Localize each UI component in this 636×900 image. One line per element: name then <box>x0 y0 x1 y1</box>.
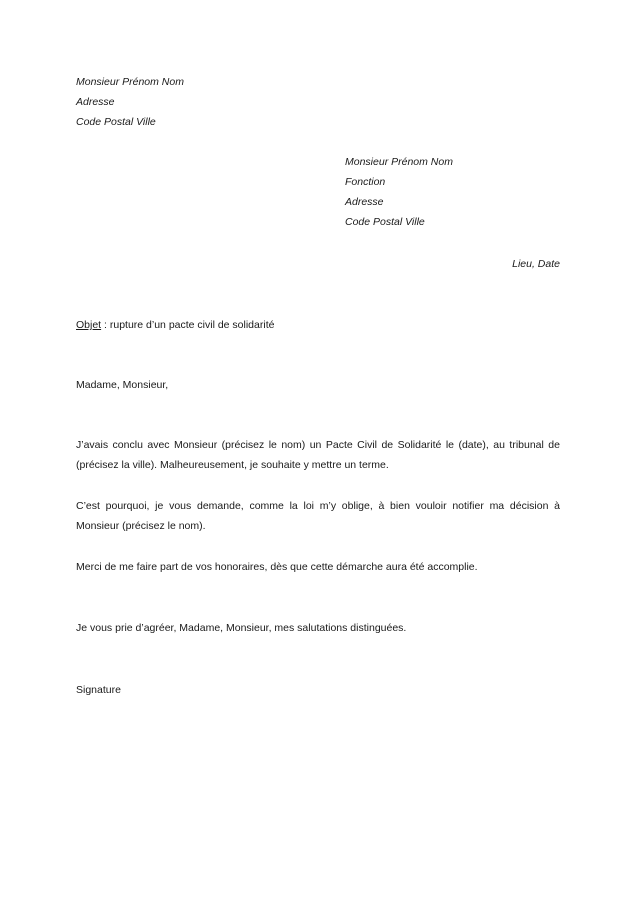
place-date: Lieu, Date <box>512 258 560 270</box>
recipient-role: Fonction <box>345 176 386 188</box>
sender-address: Adresse <box>76 96 115 108</box>
recipient-name: Monsieur Prénom Nom <box>345 156 453 168</box>
paragraph-4: Je vous prie d’agréer, Madame, Monsieur, mes salutations distinguées. <box>76 622 407 634</box>
sender-city: Code Postal Ville <box>76 116 156 128</box>
subject-label: Objet <box>76 319 102 331</box>
paragraph-3: Merci de me faire part de vos honoraires, dès que cette démarche aura été accomplie. <box>76 561 478 573</box>
salutation: Madame, Monsieur, <box>76 379 169 391</box>
subject-text: : rupture d’un pacte civil de solidarité <box>101 319 275 331</box>
signature: Signature <box>76 684 121 696</box>
subject-line <box>76 319 274 332</box>
recipient-address: Adresse <box>345 196 384 208</box>
sender-name: Monsieur Prénom Nom <box>76 76 184 88</box>
paragraph-2: C’est pourquoi, je vous demande, comme la loi m’y oblige, à bien vouloir notifier ma décision à Monsieur (précisez le nom). <box>76 500 560 532</box>
paragraph-1: J’avais conclu avec Monsieur (précisez le nom) un Pacte Civil de Solidarité le (date), au tribunal de (précisez la ville). Malheureusement, je souhaite y mettre un terme. <box>76 439 560 471</box>
recipient-city: Code Postal Ville <box>345 216 425 228</box>
